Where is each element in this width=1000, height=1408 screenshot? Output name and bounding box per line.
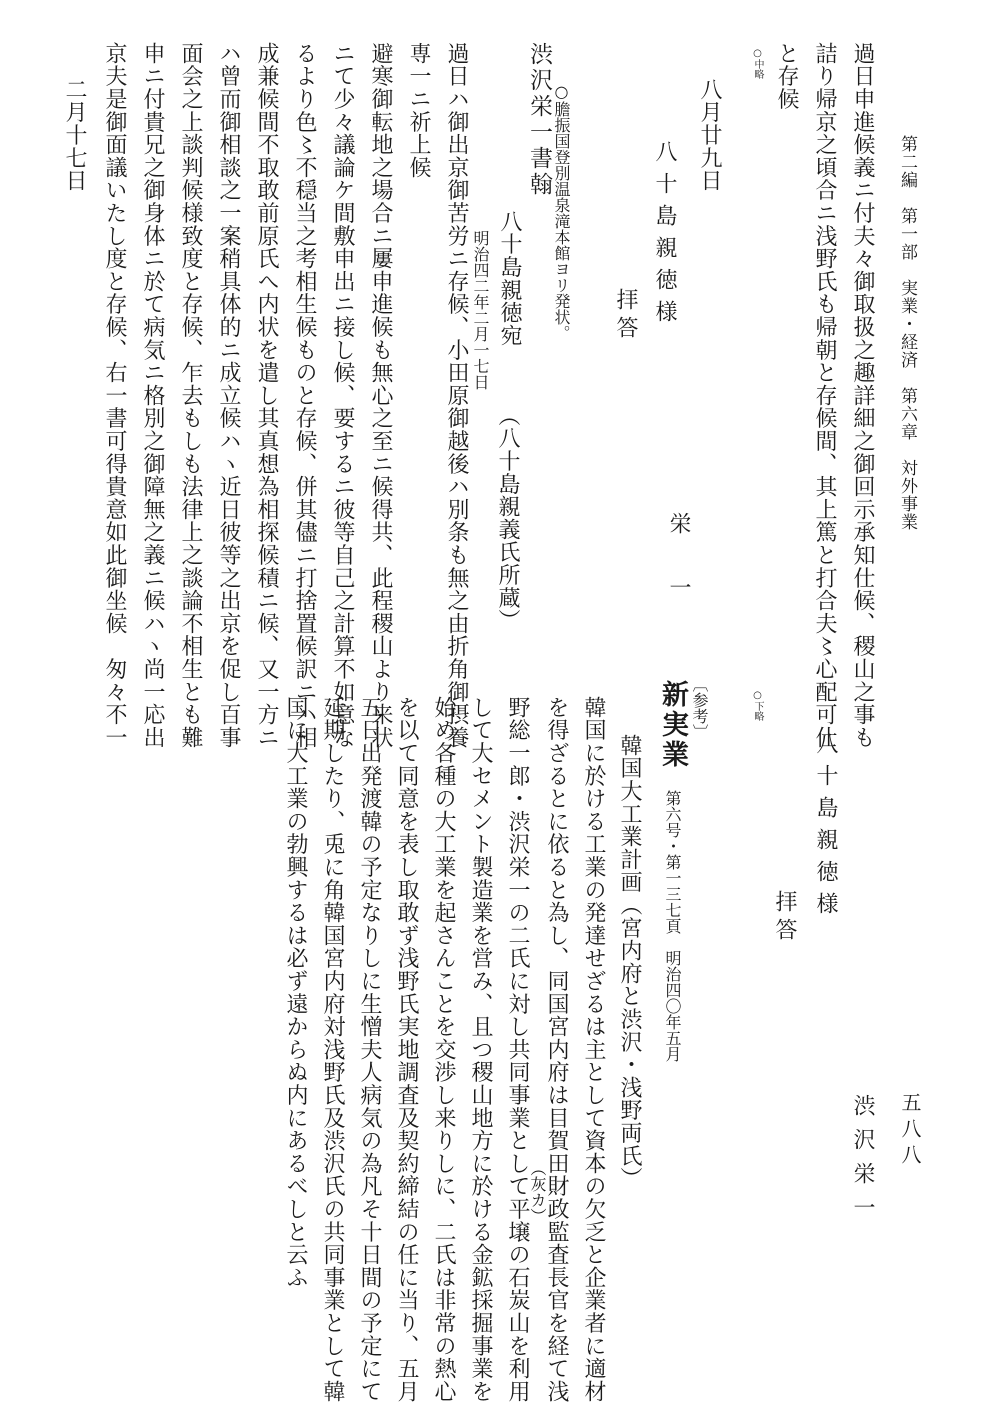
letter2-col-2: 専一ニ祈上候 (406, 42, 431, 179)
letter2-recipient: 八十島親徳宛 (497, 210, 522, 347)
letter2-date: 明治四二年二月一七日 (471, 230, 490, 390)
letter1-signer: 栄一 (666, 512, 691, 640)
newspaper-name: 新実業 (657, 680, 688, 770)
article-col-6: を以て同意を表し取敢ず浅野氏実地調査及契約締結の任に当り、五月 (394, 696, 419, 1403)
article-title: 韓国大工業計画（宮内府と渋沢・浅野両氏） (617, 734, 642, 1190)
omission-mark-end: ○下略 (752, 690, 763, 721)
letter2-col-9: 申ニ付貴兄之御身体ニ於て病気ニ格別之御障無之義ニ候ハヽ尚一応出 (140, 42, 165, 749)
article-col-3: 野総一郎・渋沢栄一の二氏に対し共同事業として平壌の石炭山を利用 (505, 696, 530, 1403)
letter2-signer: 渋沢栄一 (850, 1094, 875, 1230)
letter2-col-3: 避寒御転地之場合ニ屢申進候も無心之至ニ候得共、此程稷山より来状 (368, 42, 393, 749)
letter1-reply: 拝答 (613, 288, 638, 344)
letter2-col-10: 京夫是御面議いたし度と存候、右一書可得貴意如此御坐候 匆々不一 (102, 42, 127, 749)
letter1-date: 八月廿九日 (697, 78, 722, 192)
article-col-8: 延期したり、兎に角韓国宮内府対浅野氏及渋沢氏の共同事業として韓 (320, 696, 345, 1403)
letter2-addressee: 八十島親徳様 (813, 732, 838, 924)
article-col-1: 韓国に於ける工業の発達せざるは主として資本の欠乏と企業者に適材 (581, 696, 606, 1403)
letter1-addressee: 八十島親徳様 (652, 140, 677, 332)
letter2-date-closing: 二月十七日 (62, 78, 87, 192)
newspaper-issue: 第六号・第一三七頁 明治四〇年五月 (663, 790, 682, 1062)
upper-text-col-3: と存候 (774, 42, 799, 111)
letter2-col-8: 面会之上談判候様致度と存候、乍去もしも法律上之談論不相生とも難 (178, 42, 203, 749)
ruby-annotation: （灰カ） (528, 1160, 547, 1224)
letter2-reply: 拝答 (772, 890, 797, 946)
running-header: 第二編 第一部 実業・経済 第六章 対外事業 (897, 135, 917, 531)
upper-text-col-1: 過日申進候義ニ付夫々御取扱之趣詳細之御回示承知仕候、稷山之事も (850, 42, 875, 749)
article-col-5: 始め各種の大工業を起さんことを交渉し来りしに、二氏は非常の熱心 (431, 696, 456, 1403)
letter2-col-7: ハ曾而御相談之一案稍具体的ニ成立候ハヽ近日彼等之出京を促し百事 (216, 42, 241, 749)
article-col-2: を得ざるとに依ると為し、同国宮内府は目賀田財政監査長官を経て浅 (544, 696, 569, 1403)
letter2-col-4: ニて少々議論ケ間敷申出ニ接し候、要するニ彼等自己之計算不如意な (330, 42, 355, 749)
letter2-note: ○膽振国登別温泉滝本館ヨリ発状。 (552, 82, 571, 341)
article-col-7: 五日出発渡韓の予定なりしに生憎夫人病気の為凡そ十日間の予定にて (357, 696, 382, 1403)
letter2-col-6: 成兼候間不取敢前原氏へ内状を遣し其真想為相探候積ニ候、又一方ニ (254, 42, 279, 749)
article-col-4: して大セメント製造業を営み、且つ稷山地方に於ける金鉱採掘事業を (468, 696, 493, 1403)
page-number: 五八八 (898, 1092, 922, 1170)
letter2-col-5: るより色〻不穏当之考相生候ものと存候、併其儘ニ打捨置候訳ニハ相 (292, 42, 317, 749)
omission-mark-mid: ○中略 (752, 48, 763, 79)
article-col-9: 国に大工業の勃興するは必ず遠からぬ内にあるべしと云ふ (283, 696, 308, 1289)
letter2-col-1: 過日ハ御出京御苦労ニ存候、小田原御越後ハ別条も無之由折角御摂養 (444, 42, 469, 749)
reference-label: 〔参考〕 (690, 676, 709, 740)
letter2-title: 渋沢栄一書翰 (526, 42, 552, 198)
letter2-source: （八十島親義氏所蔵） (495, 404, 520, 632)
upper-text-col-2: 詰り帰京之頃合ニ浅野氏も帰朝と存候間、其上篤と打合夫〻心配可仕 (812, 42, 837, 749)
